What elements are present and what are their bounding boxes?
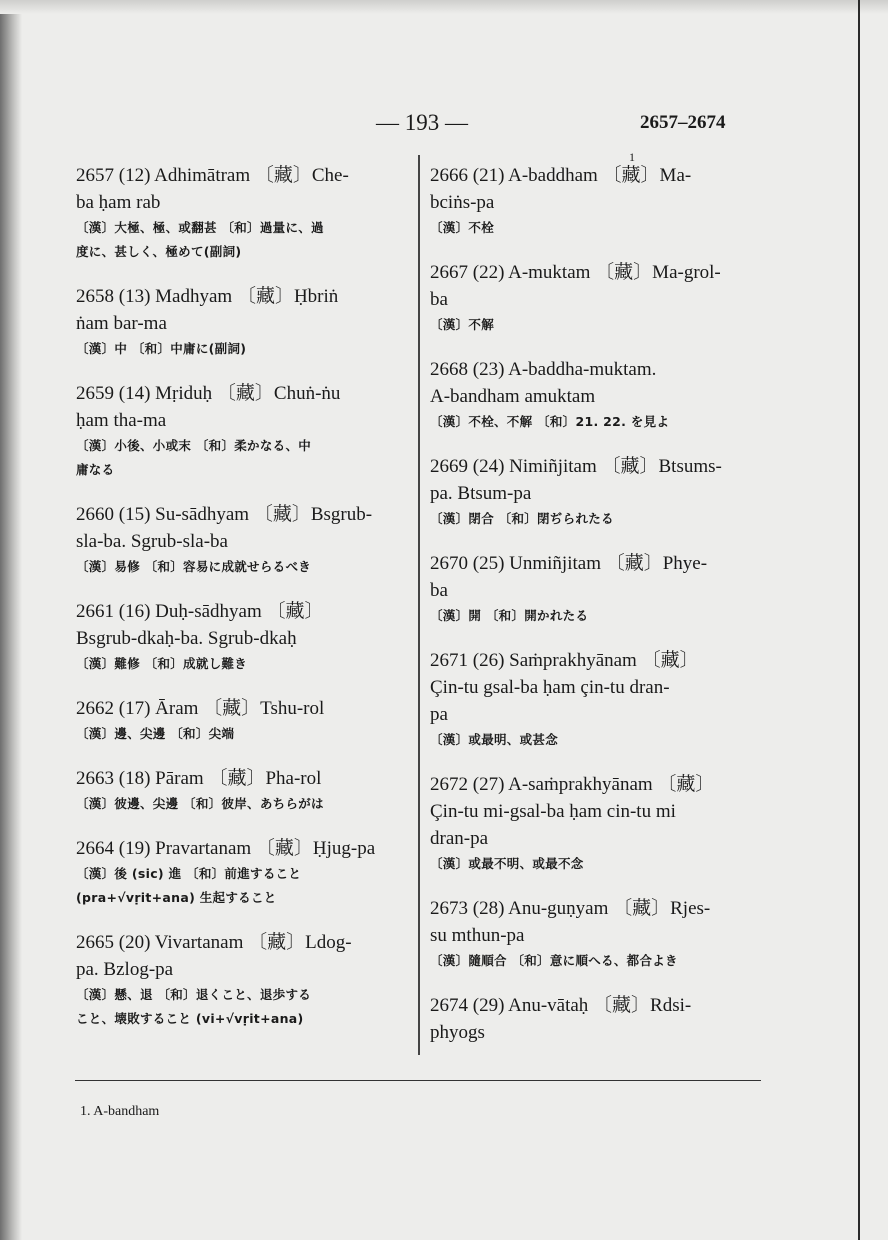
entry-headword-line: 2659 (14) Mṛiduḥ 〔藏〕Chuṅ-ṅu (76, 383, 341, 404)
entry-headword-line: 2668 (23) A-baddha-muktam. (430, 359, 657, 380)
entry-headword-line: sla-ba. Sgrub-sla-ba (76, 531, 228, 552)
entry-headword-line: pa (430, 704, 448, 725)
page-right-edge (858, 0, 860, 1240)
dictionary-entry (76, 162, 408, 264)
entry-gloss-line: 〔漢〕不栓、不解 〔和〕21. 22. を見よ (430, 414, 670, 429)
entry-gloss-line: 〔漢〕大極、極、或翻甚 〔和〕過量に、過 (76, 220, 324, 235)
entry-gloss-line: 〔漢〕彼邊、尖邊 〔和〕彼岸、あちらがは (76, 796, 324, 811)
entry-headword-line: dran-pa (430, 828, 489, 849)
entry-headword-line: 2664 (19) Pravartanam 〔藏〕Ḥjug-pa (76, 838, 376, 859)
entry-gloss-line: こと、壊敗すること (vi+√vṛit+ana) (76, 1011, 304, 1026)
column-divider (418, 155, 420, 1055)
dictionary-entry (430, 259, 766, 337)
right-column (430, 162, 766, 1065)
entry-headword-line: 2667 (22) A-muktam 〔藏〕Ma-grol- (430, 262, 721, 283)
entry-headword-line: phyogs (430, 1022, 485, 1043)
entry-headword-line: ba (430, 580, 448, 601)
dictionary-entry (76, 835, 408, 910)
entry-gloss-line: (pra+√vṛit+ana) 生起すること (76, 890, 277, 905)
entry-headword-line: Çin-tu mi-gsal-ba ḥam cin-tu mi (430, 801, 676, 822)
entry-gloss-line: 〔漢〕小後、小或末 〔和〕柔かなる、中 (76, 438, 312, 453)
entry-headword-line: Bsgrub-dkaḥ-ba. Sgrub-dkaḥ (76, 628, 297, 649)
dictionary-entry (430, 895, 766, 973)
entry-gloss-line: 〔漢〕懸、退 〔和〕退くこと、退歩する (76, 987, 312, 1002)
entry-headword-line: 2665 (20) Vivartanam 〔藏〕Ldog- (76, 932, 352, 953)
dictionary-entry (76, 765, 408, 816)
entry-headword-line: ḥam tha-ma (76, 410, 167, 431)
entry-headword-line: 2674 (29) Anu-vātaḥ 〔藏〕Rdsi- (430, 995, 692, 1016)
entry-gloss-line: 度に、甚しく、極めて(副詞) (76, 244, 242, 259)
page-number: — 193 — (376, 110, 468, 135)
dictionary-entry (76, 501, 408, 579)
dictionary-entry (76, 380, 408, 482)
dictionary-entry (430, 550, 766, 628)
dictionary-entry (430, 992, 766, 1046)
entry-headword-line: 2662 (17) Āram 〔藏〕Tshu-rol (76, 698, 325, 719)
entry-gloss-line: 〔漢〕易修 〔和〕容易に成就せらるべき (76, 559, 312, 574)
dictionary-entry (76, 695, 408, 746)
dictionary-entry (430, 356, 766, 434)
entry-gloss-line: 庸なる (76, 462, 115, 477)
dictionary-entry (76, 929, 408, 1031)
entry-headword-line: 2660 (15) Su-sādhyam 〔藏〕Bsgrub- (76, 504, 373, 525)
entry-headword-line: 2657 (12) Adhimātram 〔藏〕Che- (76, 165, 349, 186)
entry-headword-line: 2672 (27) A-saṁprakhyānam 〔藏〕 (430, 774, 715, 795)
dictionary-entry (430, 771, 766, 876)
entry-range: 2657–2674 (640, 112, 726, 133)
dictionary-entry (430, 162, 766, 240)
entry-headword-line: ba (430, 289, 448, 310)
dictionary-entry (430, 453, 766, 531)
entry-headword-line: 2669 (24) Nimiñjitam 〔藏〕Btsums- (430, 456, 722, 477)
footnote-mark: 1 (629, 150, 635, 164)
entry-headword-line: ba ḥam rab (76, 192, 161, 213)
entry-gloss-line: 〔漢〕不栓 (430, 220, 495, 235)
footnote-rule (75, 1080, 761, 1081)
dictionary-entry (76, 598, 408, 676)
entry-headword-line: Çin-tu gsal-ba ḥam çin-tu dran- (430, 677, 670, 698)
page-top-shade (0, 0, 888, 14)
entry-headword-line: 2671 (26) Saṁprakhyānam 〔藏〕 (430, 650, 699, 671)
entry-headword-line: su mthun-pa (430, 925, 525, 946)
entry-headword-line: A-bandham amuktam (430, 386, 596, 407)
entry-gloss-line: 〔漢〕開 〔和〕開かれたる (430, 608, 589, 623)
entry-gloss-line: 〔漢〕難修 〔和〕成就し難き (76, 656, 248, 671)
dictionary-entry (76, 283, 408, 361)
page-binding-shadow (0, 0, 22, 1240)
left-column (76, 162, 408, 1050)
dictionary-entry (430, 647, 766, 752)
entry-headword-line: ṅam bar-ma (76, 313, 167, 334)
entry-headword-line: 2670 (25) Unmiñjitam 〔藏〕Phye- (430, 553, 708, 574)
entry-gloss-line: 〔漢〕或最不明、或最不念 (430, 856, 584, 871)
entry-gloss-line: 〔漢〕隨順合 〔和〕意に順へる、都合よき (430, 953, 678, 968)
entry-headword-line: pa. Btsum-pa (430, 483, 532, 504)
footnote: 1. A-bandham (80, 1104, 160, 1119)
entry-gloss-line: 〔漢〕或最明、或甚念 (430, 732, 559, 747)
entry-headword-line: 2658 (13) Madhyam 〔藏〕Ḥbriṅ (76, 286, 339, 307)
entry-headword-line: 2661 (16) Duḥ-sādhyam 〔藏〕 (76, 601, 324, 622)
entry-headword-line: 2663 (18) Pāram 〔藏〕Pha-rol (76, 768, 322, 789)
entry-gloss-line: 〔漢〕中 〔和〕中庸に(副詞) (76, 341, 247, 356)
entry-gloss-line: 〔漢〕閉合 〔和〕閉ぢられたる (430, 511, 614, 526)
entry-headword-line: pa. Bzlog-pa (76, 959, 174, 980)
entry-gloss-line: 〔漢〕邊、尖邊 〔和〕尖端 (76, 726, 235, 741)
entry-headword-line: bciṅs-pa (430, 192, 495, 213)
entry-headword-line: 2666 (21) A-baddham 〔藏〕Ma- (430, 165, 692, 186)
entry-headword-line: 2673 (28) Anu-guṇyam 〔藏〕Rjes- (430, 898, 711, 919)
entry-gloss-line: 〔漢〕後 (sic) 進 〔和〕前進すること (76, 866, 302, 881)
entry-gloss-line: 〔漢〕不解 (430, 317, 495, 332)
